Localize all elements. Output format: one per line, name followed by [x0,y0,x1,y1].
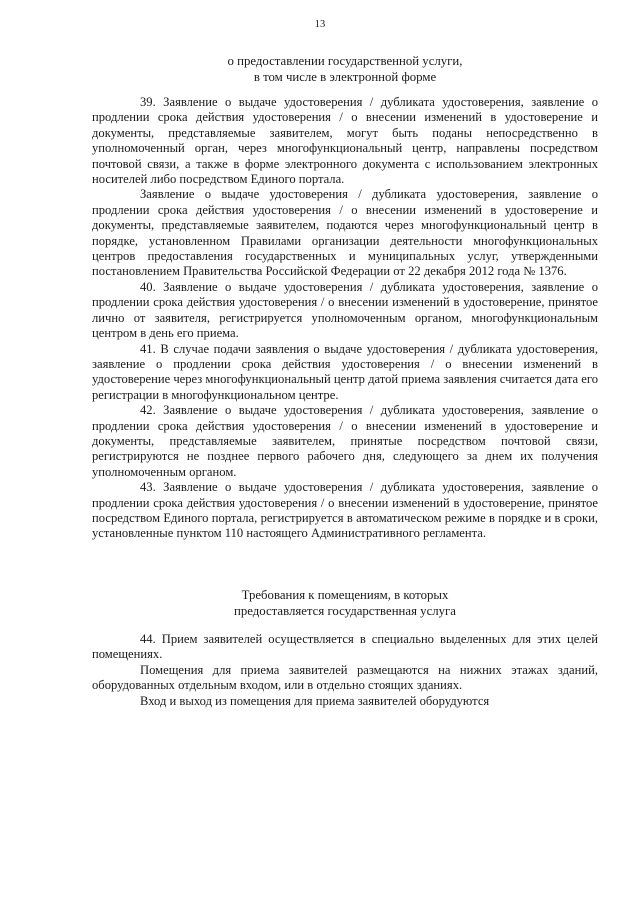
heading-section [92,588,598,619]
paragraph-39: 39. Заявление о выдаче удостоверения / дубликата удостоверения, заявление о продлении срока действия удостоверения / о внесении изменений в удостоверение и документы, представляемые заявителем, могут быть поданы непосредственно в уполномоченный орган, через многофункциональный центр, направлены посредством почтовой связи, а также в форме электронного документа с использованием электронных носителей либо посредством Единого портала. [92,95,598,187]
paragraph-41: 41. В случае подачи заявления о выдаче удостоверения / дубликата удостоверения, заявление о продлении срока действия удостоверения / о внесении изменений в удостоверение через многофункциональный центр датой приема заявления считается дата его регистрации в многофункциональном центре. [92,341,598,402]
paragraph-42: 42. Заявление о выдаче удостоверения / дубликата удостоверения, заявление о продлении срока действия удостоверения / о внесении изменений в удостоверение и документы, представляемые заявителем, принятые посредством почтовой связи, регистрируются не позднее первого рабочего дня, следующего за днем их получения уполномоченным органом. [92,403,598,479]
paragraph-43: 43. Заявление о выдаче удостоверения / дубликата удостоверения, заявление о продлении срока действия удостоверения / о внесении изменений в удостоверение, принятое посредством Единого портала, регистрируется в автоматическом режиме в порядке и в сроки, установленные пунктом 110 настоящего Административного регламента. [92,480,598,541]
page-number: 13 [314,19,326,30]
heading-section-line-2: предоставляется государственная услуга [234,603,456,618]
body-text-top [92,95,598,542]
paragraph-40: 40. Заявление о выдаче удостоверения / дубликата удостоверения, заявление о продлении срока действия удостоверения / о внесении изменений в удостоверение, принятое лично от заявителя, регистрируется уполномоченным органом, многофункциональным центром в день его приема. [92,279,598,341]
paragraph-44-third: Вход и выход из помещения для приема заявителей оборудуются [140,693,490,708]
paragraph-44-second: Помещения для приема заявителей размещаются на нижних этажах зданий, оборудованных отдельным входом, или в отдельно стоящих зданиях. [92,662,598,693]
heading-top [92,54,598,85]
body-text-bottom [92,632,598,709]
heading-section-line-1: Требования к помещениям, в которых [241,588,449,602]
paragraph-44: 44. Прием заявителей осуществляется в специально выделенных для этих целей помещениях. [92,632,598,662]
heading-top-line-2: в том числе в электронной форме [253,69,437,84]
heading-top-line-1: о предоставлении государственной услуги, [227,54,463,68]
paragraph-39-second: Заявление о выдаче удостоверения / дубликата удостоверения, заявление о продлении срока действия удостоверения / о внесении изменений в удостоверение и документы, представляемые заявителем, подаются через многофункциональный центр в порядке, установленном Правилами организации деятельности многофункциональных центров предоставления государственных и муниципальных услуг, утвержденными постановлением Правительства Российской Федерации от 22 декабря 2012 года № 1376. [92,187,598,279]
